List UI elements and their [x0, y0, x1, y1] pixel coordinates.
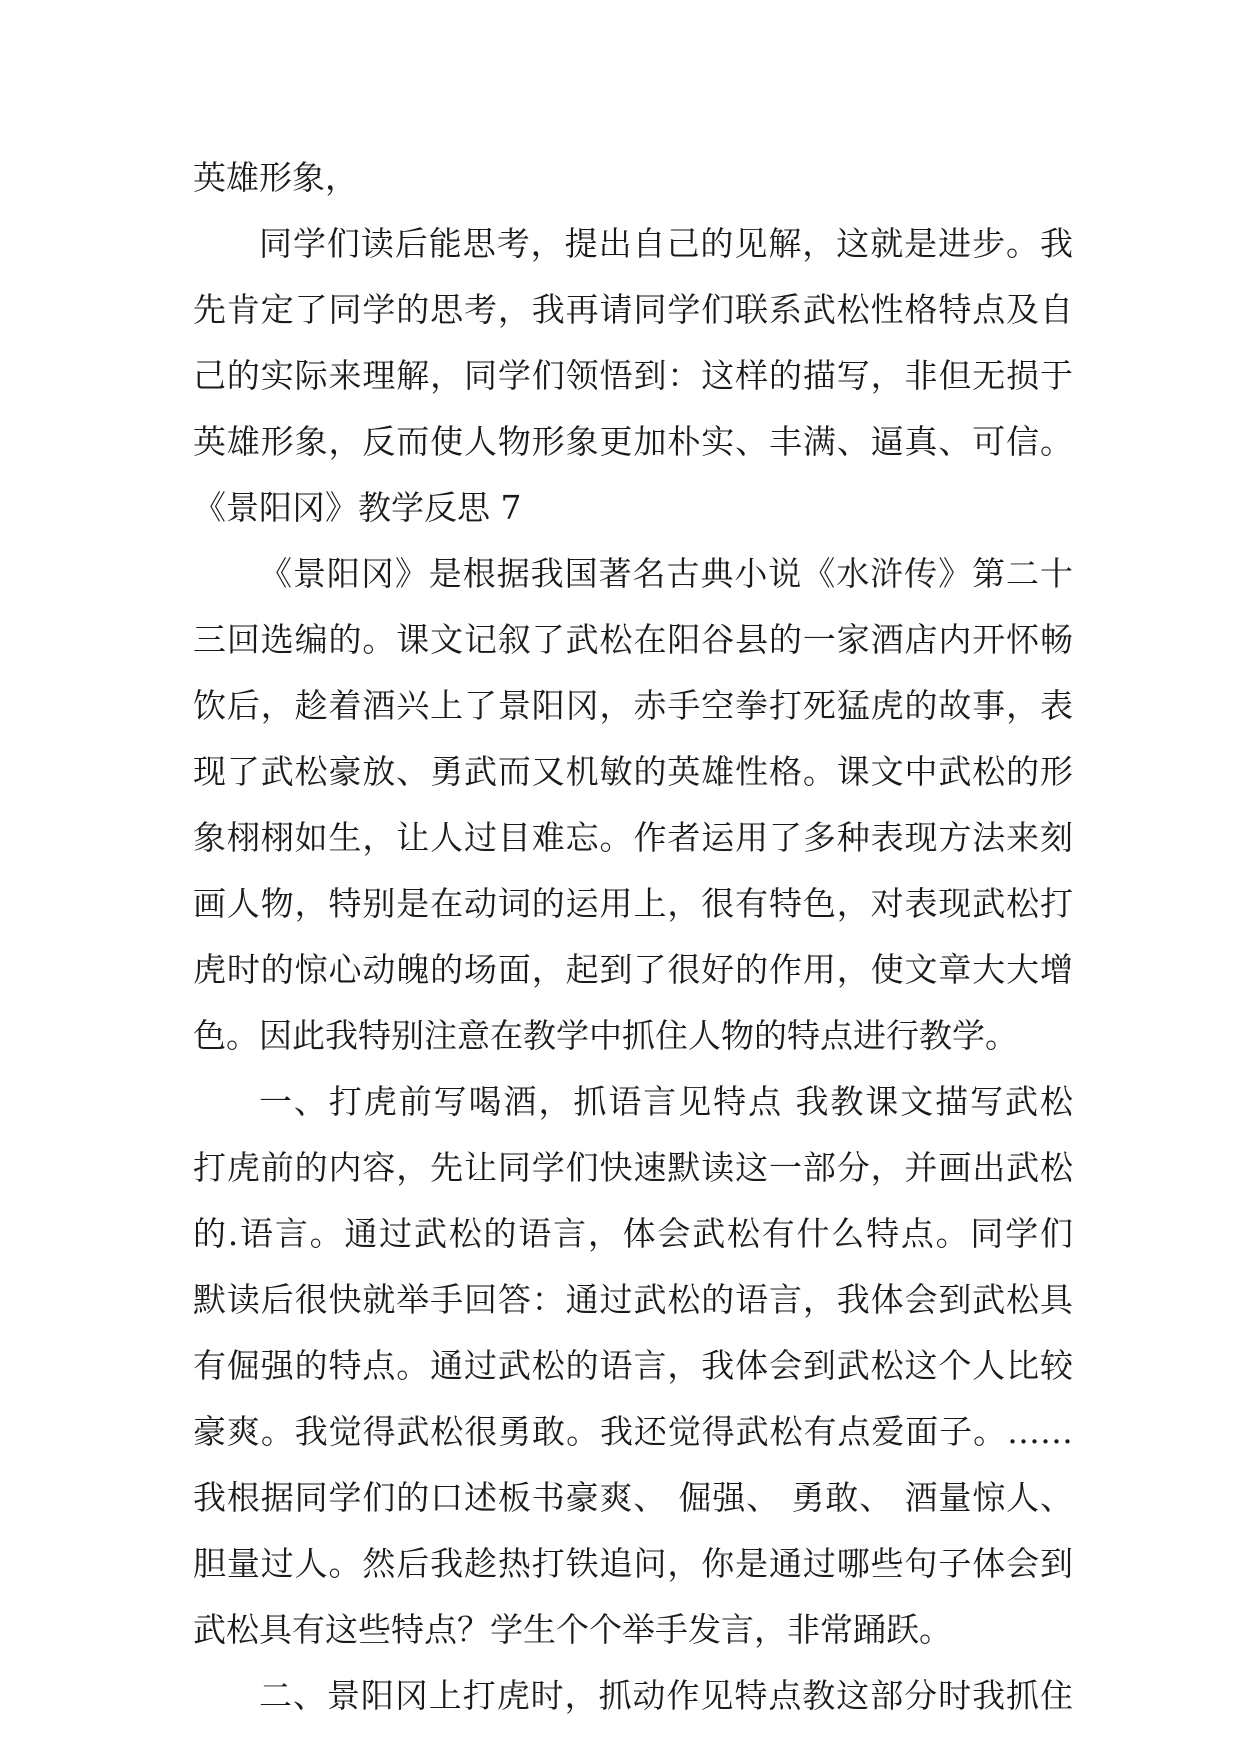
text-line: 打虎前的内容，先让同学们快速默读这一部分，并画出武松 — [193, 1148, 1073, 1187]
text-line: 画人物，特别是在动词的运用上，很有特色，对表现武松打 — [193, 884, 1073, 923]
text-line: 胆量过人。然后我趁热打铁追问，你是通过哪些句子体会到 — [193, 1544, 1073, 1583]
text-line: 默读后很快就举手回答：通过武松的语言，我体会到武松具 — [193, 1280, 1073, 1319]
paragraph-first-line: 二、景阳冈上打虎时，抓动作见特点教这部分时我抓住 — [259, 1676, 1073, 1715]
paragraph-first-line: 《景阳冈》是根据我国著名古典小说《水浒传》第二十 — [259, 554, 1073, 593]
text-line: 色。因此我特别注意在教学中抓住人物的特点进行教学。 — [193, 1016, 1018, 1055]
text-line: 英雄形象，反而使人物形象更加朴实、丰满、逼真、可信。 — [193, 422, 1073, 461]
text-line: 先肯定了同学的思考，我再请同学们联系武松性格特点及自 — [193, 290, 1073, 329]
text-line: 饮后，趁着酒兴上了景阳冈，赤手空拳打死猛虎的故事，表 — [193, 686, 1073, 725]
text-line: 英雄形象， — [193, 158, 358, 197]
paragraph-first-line: 一、打虎前写喝酒，抓语言见特点 我教课文描写武松 — [259, 1082, 1073, 1121]
text-line: 己的实际来理解，同学们领悟到：这样的描写，非但无损于 — [193, 356, 1073, 395]
text-line: 的.语言。通过武松的语言，体会武松有什么特点。同学们 — [193, 1214, 1073, 1253]
text-line: 有倔强的特点。通过武松的语言，我体会到武松这个人比较 — [193, 1346, 1073, 1385]
text-line: 我根据同学们的口述板书豪爽、 倔强、 勇敢、 酒量惊人、 — [193, 1478, 1073, 1517]
section-heading: 《景阳冈》教学反思 7 — [193, 488, 522, 527]
text-line: 虎时的惊心动魄的场面，起到了很好的作用，使文章大大增 — [193, 950, 1073, 989]
text-line: 现了武松豪放、勇武而又机敏的英雄性格。课文中武松的形 — [193, 752, 1073, 791]
text-line: 武松具有这些特点？学生个个举手发言，非常踊跃。 — [193, 1610, 952, 1649]
text-line: 三回选编的。课文记叙了武松在阳谷县的一家酒店内开怀畅 — [193, 620, 1073, 659]
paragraph-first-line: 同学们读后能思考，提出自己的见解，这就是进步。我 — [259, 224, 1073, 263]
text-line: 象栩栩如生，让人过目难忘。作者运用了多种表现方法来刻 — [193, 818, 1073, 857]
text-line: 豪爽。我觉得武松很勇敢。我还觉得武松有点爱面子。…… — [193, 1412, 1073, 1451]
